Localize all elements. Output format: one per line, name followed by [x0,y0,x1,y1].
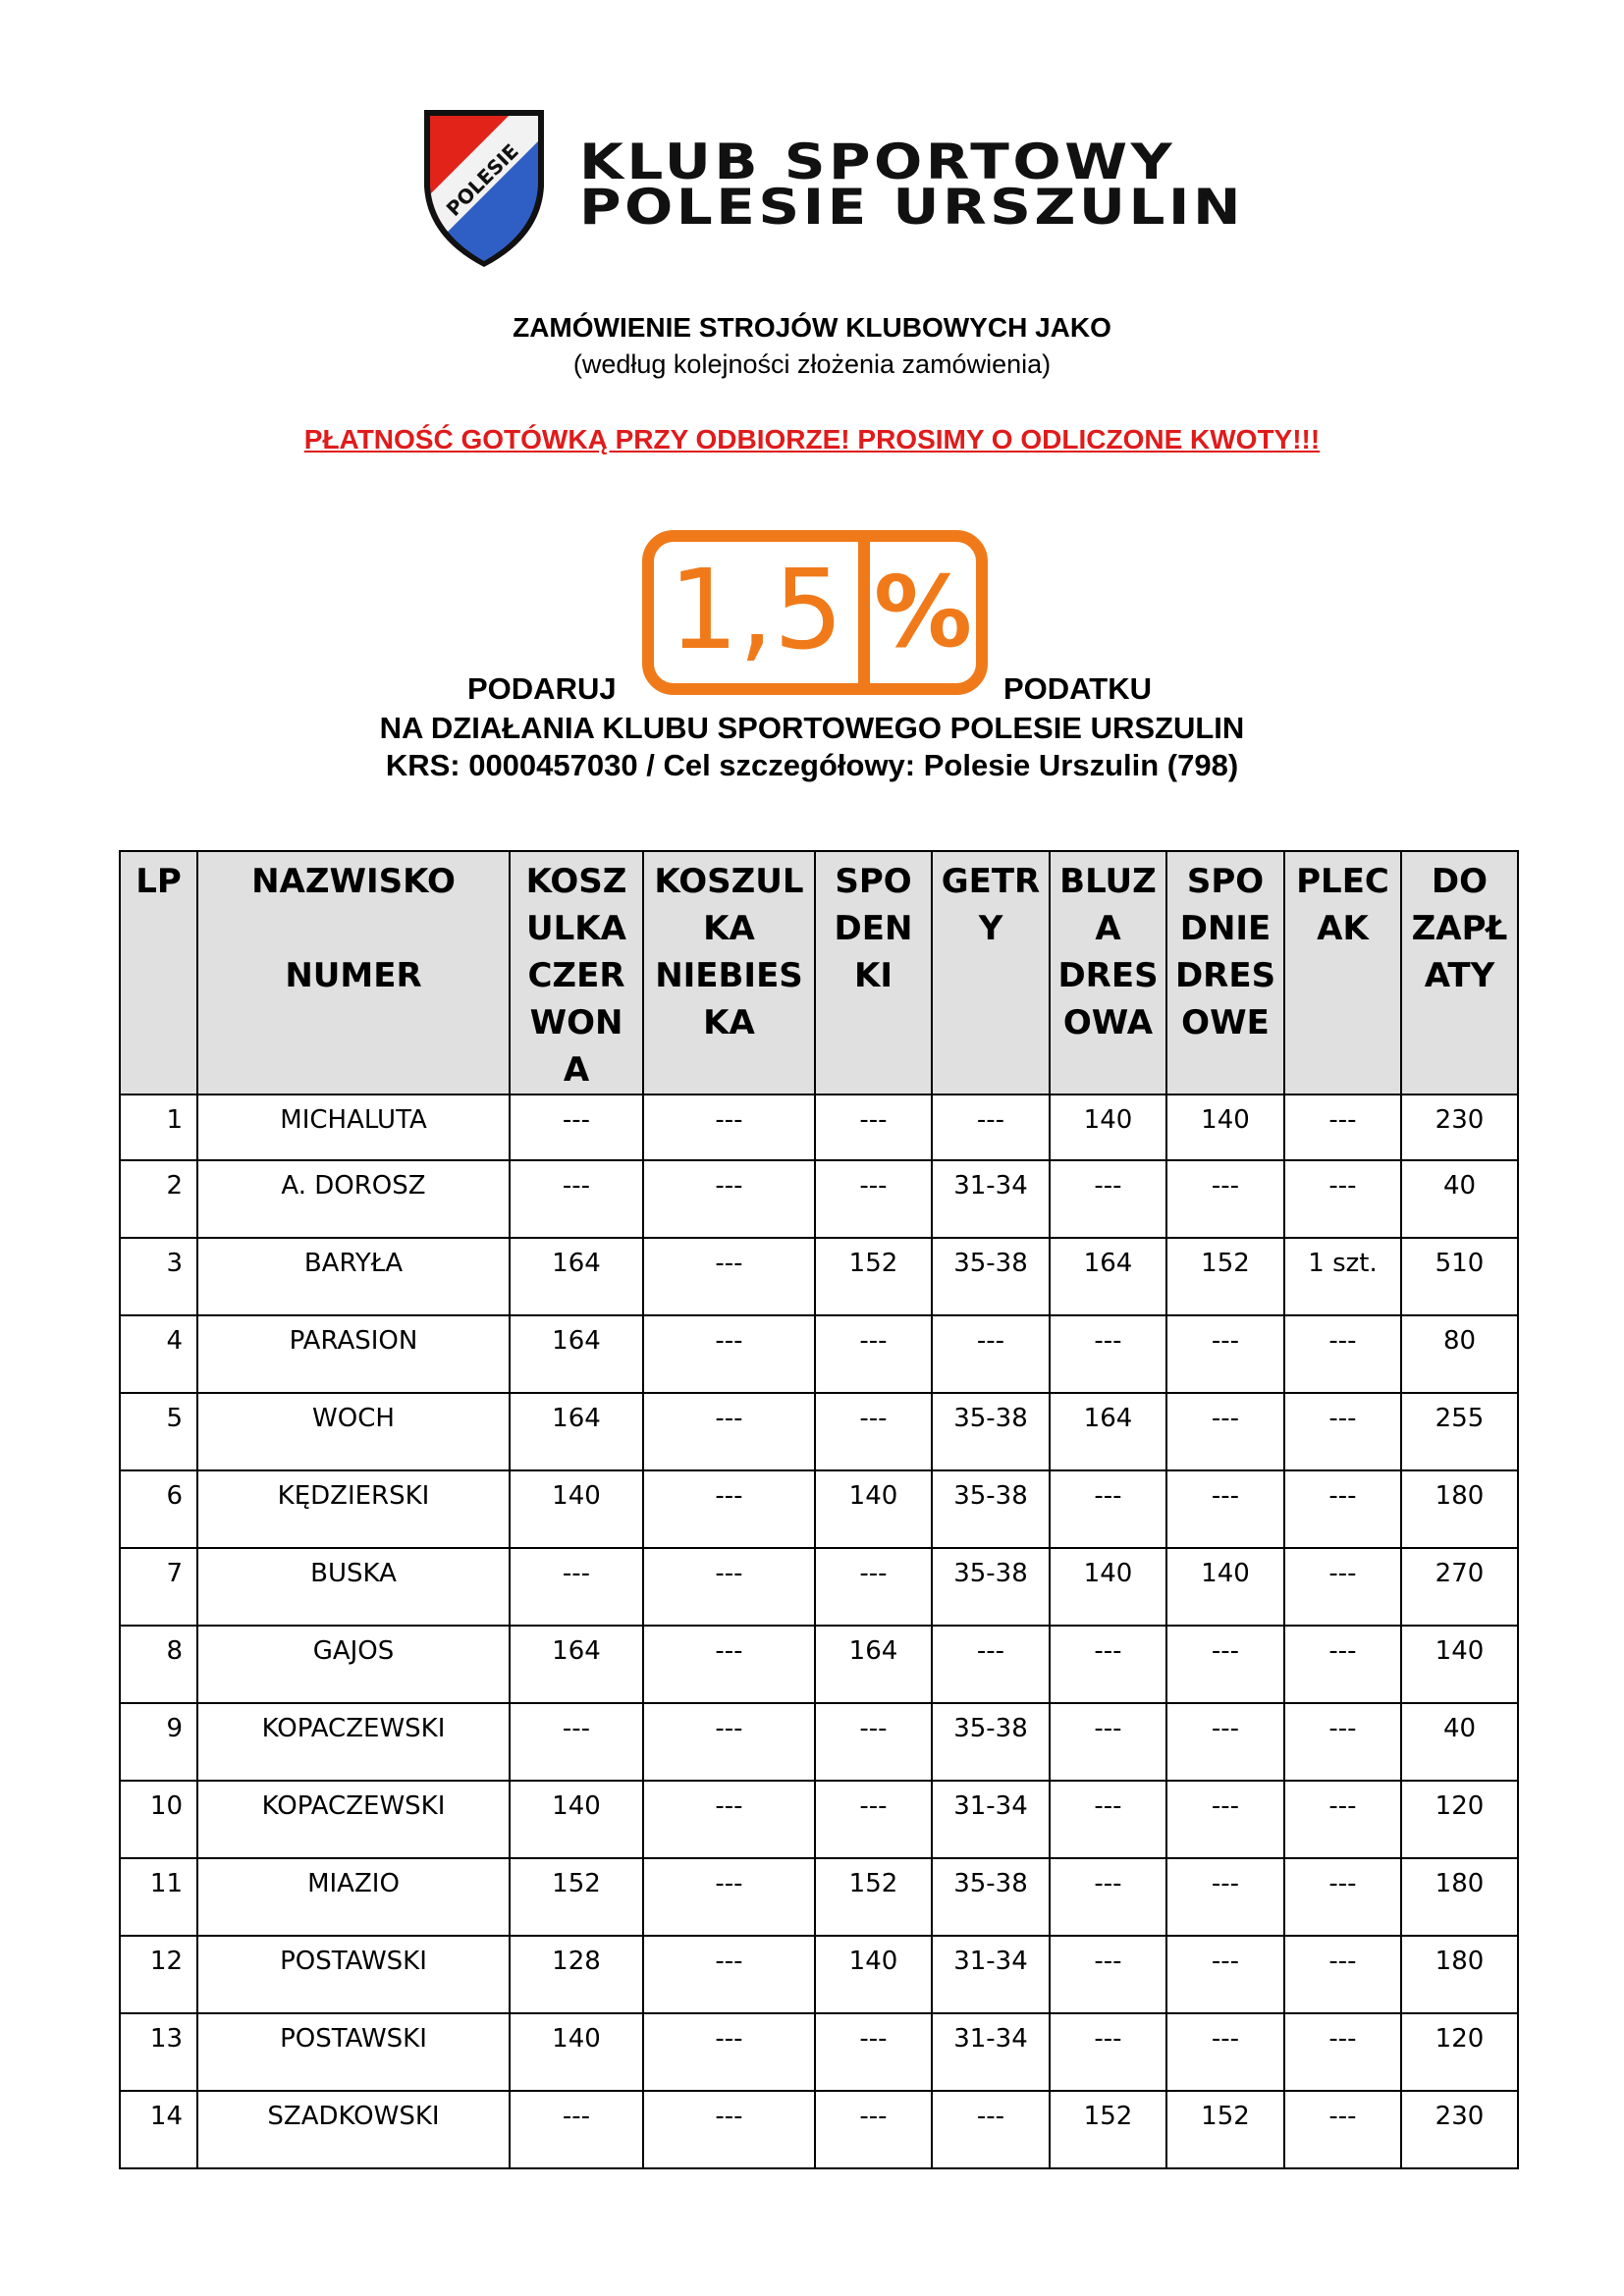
cell-bluza-dresowa: 140 [1050,1095,1166,1160]
cell-koszulka-niebieska: --- [643,1703,815,1781]
cell-spodenki: --- [815,1703,932,1781]
cell-do-zaplaty: 180 [1401,1858,1518,1936]
table-row [120,1858,1518,1936]
cell-getry: 35-38 [932,1238,1050,1315]
cell-koszulka-niebieska: --- [643,2013,815,2091]
cell-do-zaplaty: 120 [1401,1781,1518,1858]
cell-bluza-dresowa: --- [1050,1315,1166,1393]
cell-getry: --- [932,1315,1050,1393]
cell-bluza-dresowa: --- [1050,1858,1166,1936]
cell-lp: 8 [120,1626,197,1703]
cell-do-zaplaty: 80 [1401,1315,1518,1393]
cell-koszulka-czerwona: --- [510,1548,643,1626]
cell-do-zaplaty: 140 [1401,1626,1518,1703]
header-line: ZAPŁ [1411,909,1508,948]
cell-spodnie-dresowe: 140 [1166,1095,1284,1160]
cell-bluza-dresowa: 140 [1050,1548,1166,1626]
cell-bluza-dresowa: 164 [1050,1238,1166,1315]
header-koszulka-niebieska [643,851,815,1095]
cell-getry: 31-34 [932,1936,1050,2013]
cell-spodenki: 152 [815,1858,932,1936]
cell-koszulka-czerwona: --- [510,1095,643,1160]
header-line: A [563,1050,590,1090]
cell-nazwisko-numer: KOPACZEWSKI [197,1703,510,1781]
cell-bluza-dresowa: --- [1050,1703,1166,1781]
header-line: KOSZUL [654,862,804,901]
cell-plecak: --- [1284,2091,1401,2168]
club-name-line1: KLUB SPORTOWY [579,133,1176,190]
table-row [120,1626,1518,1703]
cell-lp: 10 [120,1781,197,1858]
cell-lp: 3 [120,1238,197,1315]
cell-spodenki: 140 [815,1936,932,2013]
donate-after: PODATKU [1003,671,1152,706]
cell-plecak: --- [1284,1393,1401,1470]
cell-bluza-dresowa: 152 [1050,2091,1166,2168]
table-row [120,1703,1518,1781]
header-line: DRES [1174,956,1276,995]
cell-plecak: --- [1284,1160,1401,1238]
cell-lp: 12 [120,1936,197,2013]
cell-lp: 6 [120,1470,197,1548]
cell-spodnie-dresowe: --- [1166,1858,1284,1936]
cell-getry: 31-34 [932,1781,1050,1858]
cell-getry: 31-34 [932,1160,1050,1238]
cell-koszulka-czerwona: 164 [510,1626,643,1703]
cell-lp: 2 [120,1160,197,1238]
cell-spodnie-dresowe: --- [1166,1781,1284,1858]
table-row [120,1470,1518,1548]
header-bluza-dresowa [1050,851,1166,1095]
table-header-row [120,851,1518,1095]
header-line: OWA [1062,1003,1154,1042]
cell-nazwisko-numer: WOCH [197,1393,510,1470]
cell-lp: 5 [120,1393,197,1470]
cell-do-zaplaty: 120 [1401,2013,1518,2091]
cell-do-zaplaty: 270 [1401,1548,1518,1626]
document-subtitle: (według kolejności złożenia zamówienia) [572,349,1052,379]
cell-koszulka-niebieska: --- [643,1548,815,1626]
cell-koszulka-czerwona: 164 [510,1393,643,1470]
cell-koszulka-czerwona: --- [510,1703,643,1781]
cell-getry: 35-38 [932,1548,1050,1626]
cell-do-zaplaty: 180 [1401,1936,1518,2013]
table-row [120,1548,1518,1626]
header-line: A [1095,909,1121,948]
document-title: ZAMÓWIENIE STROJÓW KLUBOWYCH JAKO [513,312,1111,343]
cell-nazwisko-numer: POSTAWSKI [197,2013,510,2091]
table-row [120,1393,1518,1470]
cell-nazwisko-numer: KOPACZEWSKI [197,1781,510,1858]
cell-koszulka-czerwona: 140 [510,1470,643,1548]
cell-plecak: --- [1284,1548,1401,1626]
header-line: BLUZ [1059,862,1157,901]
cell-spodnie-dresowe: 152 [1166,1238,1284,1315]
cell-koszulka-niebieska: --- [643,1626,815,1703]
cell-do-zaplaty: 510 [1401,1238,1518,1315]
cell-koszulka-czerwona: --- [510,2091,643,2168]
cell-lp: 11 [120,1858,197,1936]
cell-bluza-dresowa: 164 [1050,1393,1166,1470]
cell-lp: 4 [120,1315,197,1393]
badge-percent: % [873,555,973,669]
table-row [120,1781,1518,1858]
cell-plecak: --- [1284,1470,1401,1548]
cell-do-zaplaty: 180 [1401,1470,1518,1548]
cell-koszulka-niebieska: --- [643,1315,815,1393]
header-line: SPO [1186,862,1265,901]
header-line: SPO [835,862,912,901]
header-line: DRES [1057,956,1159,995]
club-name [579,133,1245,236]
club-logo [420,106,1245,273]
cell-spodenki: --- [815,1781,932,1858]
header-line: ATY [1424,956,1495,995]
header-lp [120,851,197,1095]
orders-table [119,850,1519,2169]
cell-nazwisko-numer: PARASION [197,1315,510,1393]
header-line: PLEC [1296,862,1389,901]
cell-plecak: --- [1284,2013,1401,2091]
header-line: NIEBIES [655,956,803,995]
donate-krs: KRS: 0000457030 / Cel szczegółowy: Polesie Urszulin (798) [385,748,1239,782]
cell-lp: 1 [120,1095,197,1160]
cell-bluza-dresowa: --- [1050,1781,1166,1858]
header-nazwisko-numer [197,851,510,1095]
table-row [120,1238,1518,1315]
cell-spodenki: 140 [815,1470,932,1548]
header-line: LP [135,862,182,901]
cell-plecak: --- [1284,1626,1401,1703]
cell-getry: 35-38 [932,1703,1050,1781]
cell-getry: 35-38 [932,1470,1050,1548]
cell-lp: 7 [120,1548,197,1626]
header-line: WON [529,1003,623,1042]
cell-spodenki: --- [815,1160,932,1238]
cell-spodnie-dresowe: --- [1166,1703,1284,1781]
header-line: DEN [834,909,913,948]
header-line: ULKA [526,909,626,948]
cell-getry: --- [932,1626,1050,1703]
donate-before: PODARUJ [467,671,617,706]
cell-bluza-dresowa: --- [1050,1470,1166,1548]
header-line: CZER [527,956,625,995]
header-do-zaplaty [1401,851,1518,1095]
cell-spodenki: --- [815,1315,932,1393]
cell-getry: 35-38 [932,1393,1050,1470]
cell-nazwisko-numer: MICHALUTA [197,1095,510,1160]
cell-nazwisko-numer: MIAZIO [197,1858,510,1936]
cell-koszulka-czerwona: 152 [510,1858,643,1936]
header-line: NUMER [285,956,422,995]
cell-do-zaplaty: 40 [1401,1703,1518,1781]
cell-spodenki: --- [815,2091,932,2168]
table-row [120,1936,1518,2013]
header-line: KI [854,956,893,995]
cell-spodenki: --- [815,2013,932,2091]
cell-lp: 13 [120,2013,197,2091]
cell-spodnie-dresowe: 140 [1166,1548,1284,1626]
cell-spodnie-dresowe: 152 [1166,2091,1284,2168]
cell-plecak: --- [1284,1781,1401,1858]
cell-plecak: --- [1284,1315,1401,1393]
club-shield-icon [420,106,548,269]
header-line: Y [978,909,1003,948]
cell-getry: --- [932,2091,1050,2168]
cell-spodnie-dresowe: --- [1166,1160,1284,1238]
cell-spodnie-dresowe: --- [1166,1315,1284,1393]
cell-nazwisko-numer: SZADKOWSKI [197,2091,510,2168]
cell-koszulka-czerwona: --- [510,1160,643,1238]
cell-koszulka-czerwona: 164 [510,1238,643,1315]
cell-do-zaplaty: 230 [1401,1095,1518,1160]
cell-plecak: --- [1284,1095,1401,1160]
cell-nazwisko-numer: A. DOROSZ [197,1160,510,1238]
donate-purpose: NA DZIAŁANIA KLUBU SPORTOWEGO POLESIE URSZULIN [379,711,1245,745]
header-line [198,905,509,952]
table-row [120,1095,1518,1160]
header-line: DO [1431,862,1489,901]
cell-spodenki: 152 [815,1238,932,1315]
cell-do-zaplaty: 40 [1401,1160,1518,1238]
cell-koszulka-niebieska: --- [643,1936,815,2013]
cell-spodnie-dresowe: --- [1166,1393,1284,1470]
cell-koszulka-niebieska: --- [643,1160,815,1238]
cell-koszulka-niebieska: --- [643,1858,815,1936]
cell-koszulka-czerwona: 140 [510,2013,643,2091]
header-getry [932,851,1050,1095]
cell-koszulka-czerwona: 128 [510,1936,643,2013]
cell-spodenki: --- [815,1548,932,1626]
cell-spodenki: --- [815,1095,932,1160]
header-line: GETR [941,862,1041,901]
table-row [120,2013,1518,2091]
cell-bluza-dresowa: --- [1050,1936,1166,2013]
cell-nazwisko-numer: POSTAWSKI [197,1936,510,2013]
club-name-line2: POLESIE URSZULIN [579,179,1245,236]
cell-nazwisko-numer: GAJOS [197,1626,510,1703]
cell-getry: 31-34 [932,2013,1050,2091]
header-line: DNIE [1179,909,1272,948]
cell-plecak: --- [1284,1703,1401,1781]
badge-text: POLESIE [441,138,523,221]
header-koszulka-czerwona [510,851,643,1095]
header-line: KOSZ [525,862,627,901]
cell-koszulka-niebieska: --- [643,1470,815,1548]
cell-nazwisko-numer: KĘDZIERSKI [197,1470,510,1548]
cell-plecak: --- [1284,1858,1401,1936]
header-line: KA [703,1003,755,1042]
cell-bluza-dresowa: --- [1050,2013,1166,2091]
cell-plecak: 1 szt. [1284,1238,1401,1315]
cell-spodenki: --- [815,1393,932,1470]
cell-do-zaplaty: 230 [1401,2091,1518,2168]
cell-koszulka-niebieska: --- [643,1393,815,1470]
header-line: OWE [1181,1003,1270,1042]
header-spodnie-dresowe [1166,851,1284,1095]
header-plecak [1284,851,1401,1095]
cell-spodnie-dresowe: --- [1166,1470,1284,1548]
table-row [120,1315,1518,1393]
cell-nazwisko-numer: BUSKA [197,1548,510,1626]
cell-koszulka-niebieska: --- [643,2091,815,2168]
cell-spodnie-dresowe: --- [1166,2013,1284,2091]
header-line: NAZWISKO [251,862,456,901]
header-line: AK [1317,909,1369,948]
cell-plecak: --- [1284,1936,1401,2013]
cell-bluza-dresowa: --- [1050,1626,1166,1703]
cell-koszulka-czerwona: 140 [510,1781,643,1858]
header-line: KA [703,909,755,948]
header-spodenki [815,851,932,1095]
cell-lp: 14 [120,2091,197,2168]
badge-number: 1,5 [668,547,844,674]
payment-warning: PŁATNOŚĆ GOTÓWKĄ PRZY ODBIORZE! PROSIMY O ODLICZONE KWOTY!!! [303,424,1321,454]
cell-spodenki: 164 [815,1626,932,1703]
cell-getry: 35-38 [932,1858,1050,1936]
cell-nazwisko-numer: BARYŁA [197,1238,510,1315]
cell-koszulka-niebieska: --- [643,1238,815,1315]
cell-getry: --- [932,1095,1050,1160]
cell-koszulka-niebieska: --- [643,1781,815,1858]
cell-koszulka-czerwona: 164 [510,1315,643,1393]
table-row [120,2091,1518,2168]
cell-do-zaplaty: 255 [1401,1393,1518,1470]
cell-spodnie-dresowe: --- [1166,1936,1284,2013]
cell-lp: 9 [120,1703,197,1781]
tax-percent-badge [642,530,988,695]
cell-koszulka-niebieska: --- [643,1095,815,1160]
table-row [120,1160,1518,1238]
cell-bluza-dresowa: --- [1050,1160,1166,1238]
cell-spodnie-dresowe: --- [1166,1626,1284,1703]
